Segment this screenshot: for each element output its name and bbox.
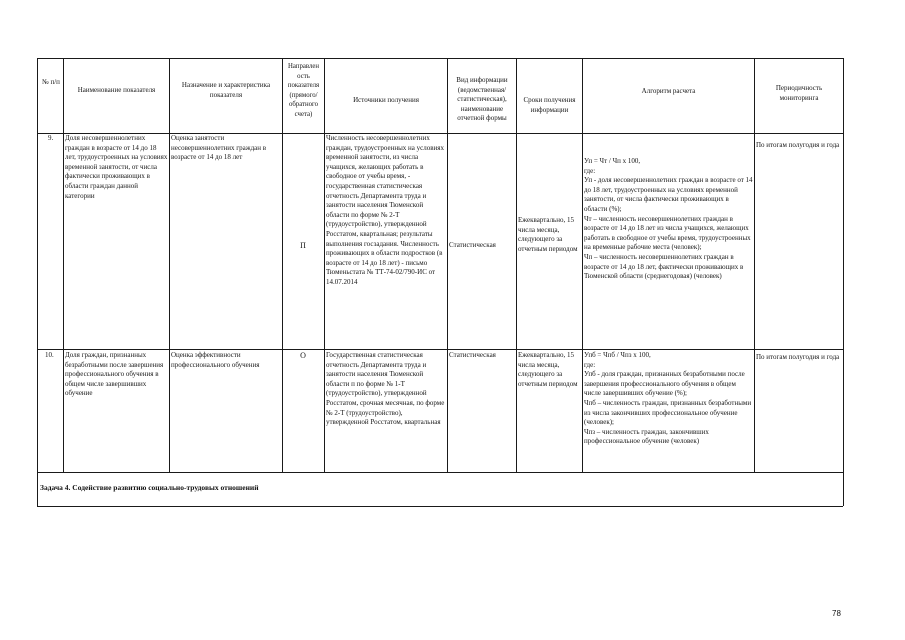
header-info-type: Вид информации (ведомственная/ статистическая), наименование отчетной формы	[456, 76, 508, 123]
page-number: 78	[832, 609, 841, 618]
row-9-purpose: Оценка занятости несовершеннолетних граждан в возрасте от 14 до 18 лет	[171, 134, 267, 162]
row-10-algorithm-line-1: Упб = Чпб / Чпз х 100,	[584, 351, 651, 359]
col-border-0	[37, 58, 38, 506]
header-algorithm: Алгоритм расчета	[641, 87, 696, 95]
row-9-bottom-border	[37, 349, 843, 350]
col-border-7	[582, 58, 583, 472]
row-10-bottom-border	[37, 472, 843, 473]
row-10-num: 10.	[45, 351, 54, 359]
row-9-direction: П	[300, 241, 306, 250]
col-border-8	[754, 58, 755, 472]
row-9-sources: Численность несовершеннолетних граждан, трудоустроенных на условиях временной занятости, из числа учащихся, желающих работать в свободное от учебы время, - государственная статистическая отчетность Департамента труда и занятости населения Тюменской области по форме № 2-Т (трудоустройство), утвержденной Росстатом, квартальная; результаты выполнения госзадания. Численность проживающих в области подростков (в возрасте от 14 до 18 лет) - письмо Тюменьстата № ТТ-74-02/790-ИС от 14.07.2014	[326, 134, 444, 286]
header-terms: Сроки получения информации	[523, 96, 576, 114]
col-border-5	[447, 58, 448, 472]
header-periodicity: Периодичность мониторинга	[775, 84, 823, 102]
row-10-sources: Государственная статистическая отчетность Департамента труда и занятости населения Тюменской области п по форме № 1-Т (трудоустройство), утвержденной Росстатом, срочная месячная, по форме № 2-Т (трудоустройство), утвержденной Росстатом, квартальная	[326, 351, 445, 427]
row-9-algorithm-line-3: Уп - доля несовершеннолетних граждан в возрасте от 14 до 18 лет, трудоустроенных на условиях временной занятости, от числа фактически проживающих в области (%);	[584, 176, 753, 213]
col-border-3	[282, 58, 283, 472]
col-border-1	[63, 58, 64, 472]
row-10-purpose: Оценка эффективности профессионального обучения	[171, 351, 260, 369]
row-10-algorithm-line-5: Чпз – численность граждан, закончивших профессиональное обучение (человек)	[584, 427, 709, 446]
row-10-algorithm-line-3: Упб - доля граждан, признанных безработными после завершения профессионального обучения в общем числе завершивших обучение (%);	[584, 370, 745, 398]
row-9-num: 9.	[48, 134, 54, 142]
row-9-name: Доля несовершеннолетних граждан в возрасте от 14 до 18 лет, трудоустроенных на условиях временной занятости, от числа фактически проживающих в области граждан данной категории	[65, 134, 168, 200]
col-border-4	[324, 58, 325, 472]
row-9-periodicity: По итогам полугодия и года	[756, 141, 840, 149]
row-10-algorithm-line-4: Чпб – численность граждан, признанных безработными из числа закончивших профессиональное обучение (человек);	[584, 398, 752, 427]
row-10-name: Доля граждан, признанных безработными после завершения профессионального обучения в общем числе завершивших обучение	[65, 351, 164, 398]
task-heading: Задача 4. Содействие развитию социально-трудовых отношений	[40, 483, 259, 492]
row-10-info-type: Статистическая	[449, 351, 496, 359]
header-purpose: Назначение и характеристика показателя	[181, 81, 271, 99]
table-top-border	[37, 58, 843, 59]
header-indicator-name: Наименование показателя	[77, 86, 156, 94]
task-bottom-border	[37, 506, 843, 507]
row-9-terms: Ежеквартально, 15 числа месяца, следующего за отчетным периодом	[518, 216, 578, 253]
row-9-algorithm-line-2: где:	[584, 166, 596, 175]
header-num: № п/п	[42, 78, 60, 86]
row-10-periodicity: По итогам полугодия и года	[756, 353, 840, 361]
row-10-terms: Ежеквартально, 15 числа месяца, следующего за отчетным периодом	[518, 351, 578, 388]
row-9-info-type: Статистическая	[449, 241, 496, 249]
row-9-algorithm-line-1: Уп = Чт / Чп х 100,	[584, 157, 641, 165]
row-9-algorithm	[584, 157, 753, 282]
col-border-9	[843, 58, 844, 506]
col-border-2	[169, 58, 170, 472]
row-9-algorithm-line-4: Чт – численность несовершеннолетних граждан в возрасте от 14 до 18 лет из числа учащихся, желающих работать в свободное от учебы время, трудоустроенных на временные рабочие места (человек);	[584, 214, 751, 252]
row-9-algorithm-line-5: Чп – численность несовершеннолетних граждан в возрасте от 14 до 18 лет, фактически проживающих в Тюменской области (среднегодовая) (человек)	[584, 252, 744, 281]
header-direction: Направлен ость показателя (прямого/ обратного счета)	[287, 63, 320, 118]
row-10-algorithm	[584, 351, 753, 447]
row-10-direction: О	[300, 351, 306, 360]
col-border-6	[516, 58, 517, 472]
row-10-algorithm-line-2: где:	[584, 360, 596, 369]
header-sources: Источники получения	[353, 96, 419, 104]
